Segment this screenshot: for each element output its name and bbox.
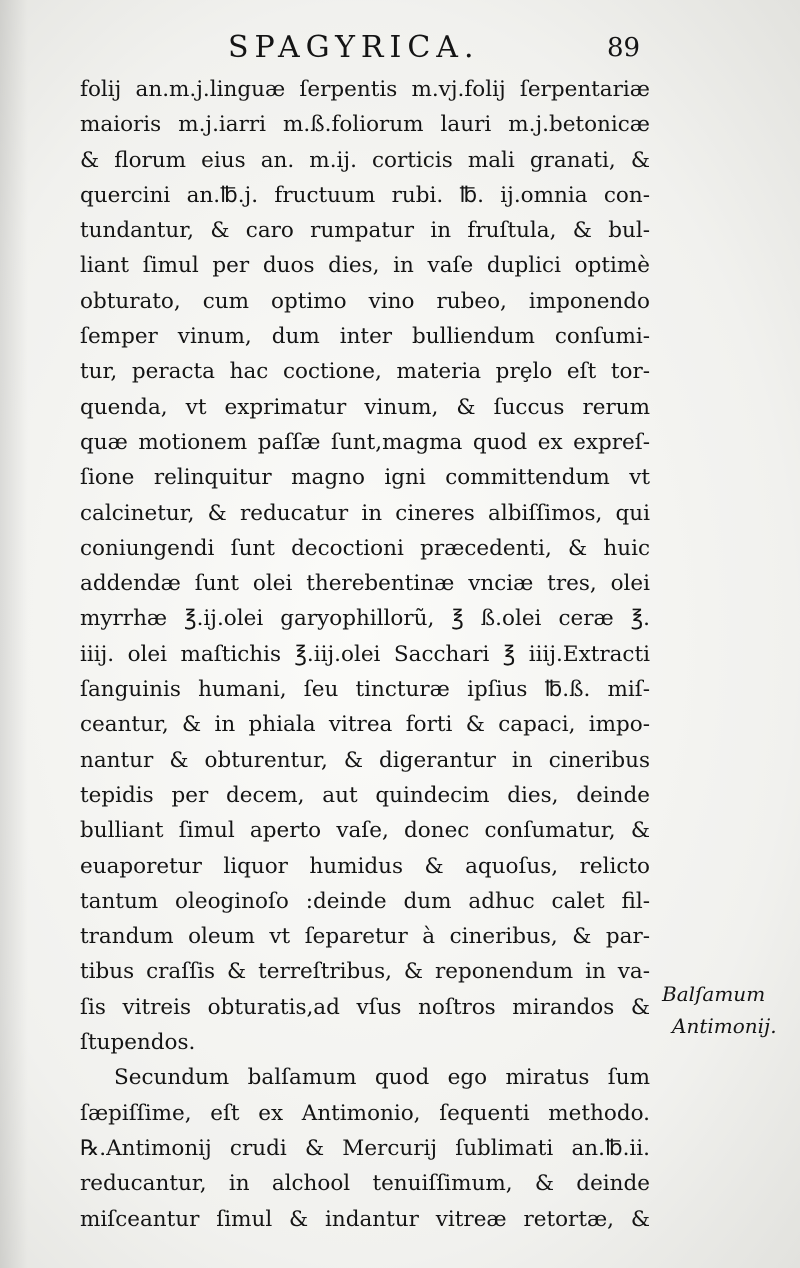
page-number: 89 bbox=[607, 33, 641, 63]
text-line: nantur & obturentur, & digerantur in cineribus bbox=[80, 747, 650, 773]
text-line: obturato, cum optimo vino rubeo, imponendo bbox=[80, 288, 650, 314]
text-line: coniungendi ſunt decoctioni præcedenti, & huic bbox=[80, 535, 650, 561]
text-line: myrrhæ ℥.ij.olei garyophillorũ, ℥ ß.olei ceræ ℥. bbox=[80, 606, 650, 632]
paragraph-start-line: Secundum balſamum quod ego miratus ſum bbox=[114, 1065, 650, 1091]
text-line: tepidis per decem, aut quindecim dies, deinde bbox=[80, 782, 650, 808]
text-line: ſanguinis humani, ſeu tincturæ ipſius ℔.ß. miſ- bbox=[80, 677, 650, 703]
text-line: maioris m.j.iarri m.ß.foliorum lauri m.j.betonicæ bbox=[80, 112, 650, 138]
text-line: ſis vitreis obturatis,ad vſus noſtros mirandos & bbox=[80, 994, 650, 1020]
body-text bbox=[80, 72, 650, 1237]
margin-note-line: Balſamum bbox=[662, 982, 766, 1006]
text-line: ceantur, & in phiala vitrea forti & capaci, impo- bbox=[80, 712, 650, 738]
text-line: miſceantur ſimul & indantur vitreæ retortæ, & bbox=[80, 1206, 650, 1232]
text-line: tundantur, & caro rumpatur in fruſtula, & bul- bbox=[80, 218, 650, 244]
text-line: tibus craſſis & terreſtribus, & reponendum in va- bbox=[80, 959, 650, 985]
paragraph-end-line: ſtupendos. bbox=[80, 1030, 196, 1056]
text-line: & florum eius an. m.ij. corticis mali granati, & bbox=[80, 147, 650, 173]
spine-shadow bbox=[0, 0, 28, 1268]
text-line: folij an.m.j.linguæ ſerpentis m.vj.folij ſerpentariæ bbox=[80, 77, 650, 102]
text-line: calcinetur, & reducatur in cineres albiſſimos, qui bbox=[80, 500, 650, 526]
text-line: ℞.Antimonij crudi & Mercurij ſublimati an.℔.ii. bbox=[80, 1135, 650, 1161]
margin-note-line: Antimonij. bbox=[672, 1014, 777, 1038]
page-header bbox=[0, 28, 800, 68]
text-line: ſione relinquitur magno igni committendum vt bbox=[80, 465, 650, 491]
text-line: euaporetur liquor humidus & aquoſus, relicto bbox=[80, 853, 650, 879]
text-line: reducantur, in alchool tenuiſſimum, & deinde bbox=[80, 1171, 650, 1197]
text-line: tantum oleoginoſo :deinde dum adhuc calet fil- bbox=[80, 888, 650, 914]
text-line: ſemper vinum, dum inter bulliendum conſumi- bbox=[80, 324, 650, 350]
text-line: quæ motionem paſſæ ſunt,magma quod ex expreſ- bbox=[80, 429, 650, 455]
text-line: trandum oleum vt ſeparetur à cineribus, & par- bbox=[80, 924, 650, 950]
running-title: SPAGYRICA. bbox=[228, 30, 480, 65]
margin-note bbox=[662, 978, 798, 1042]
text-line: quercini an.℔.j. fructuum rubi. ℔. ij.omnia con- bbox=[80, 182, 650, 208]
text-line: tur, peracta hac coctione, materia prȩlo eſt tor- bbox=[80, 359, 650, 385]
text-line: quenda, vt exprimatur vinum, & ſuccus rerum bbox=[80, 394, 650, 420]
text-line: addendæ ſunt olei therebentinæ vnciæ tres, olei bbox=[80, 571, 650, 597]
text-line: liant ſimul per duos dies, in vaſe duplici optimè bbox=[80, 253, 650, 279]
text-line: ſæpiſſime, eſt ex Antimonio, ſequenti methodo. bbox=[80, 1100, 650, 1126]
text-line: bulliant ſimul aperto vaſe, donec conſumatur, & bbox=[80, 818, 650, 844]
text-line: iiij. olei maſtichis ℥.iij.olei Sacchari ℥ iiij.Extracti bbox=[80, 641, 650, 667]
